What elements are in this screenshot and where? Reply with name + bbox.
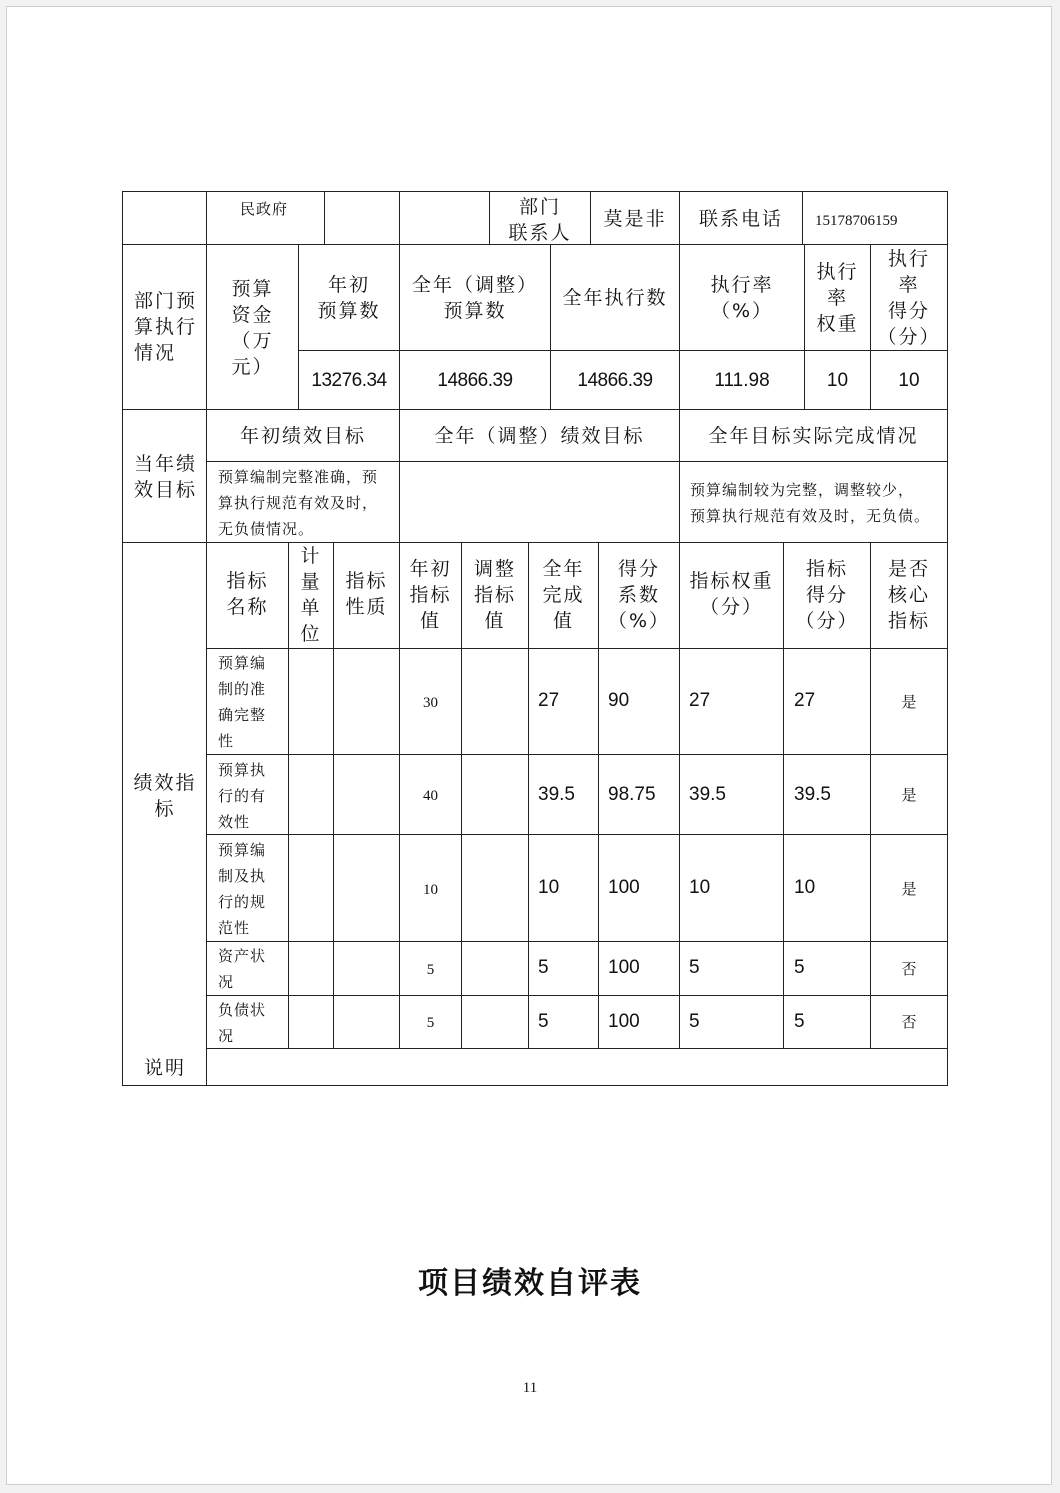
col-rate-score: 执行 率 得分 （分）: [877, 248, 941, 348]
row5-weight: 5: [689, 1011, 700, 1032]
page-number: 11: [522, 1380, 538, 1396]
row1-weight: 27: [689, 690, 711, 711]
row4-initial: 5: [426, 962, 435, 978]
col-adjusted-goal: 全年（调整）绩效目标: [434, 425, 645, 447]
row1-initial: 30: [423, 695, 438, 711]
row2-initial: 40: [423, 788, 438, 804]
note-label: 说明: [143, 1057, 186, 1079]
value-rate-weight: 10: [826, 370, 849, 391]
goals-section-label: 当年绩 效目标: [134, 453, 198, 501]
initial-goal-text: 预算编制完整准确，预 算执行规范有效及时， 无负债情况。: [218, 468, 379, 538]
value-initial-budget: 13276.34: [311, 370, 387, 391]
row3-weight: 10: [689, 877, 711, 898]
col-indicator-unit: 计 量 单 位: [300, 545, 322, 645]
col-indicator-name: 指标 名称: [226, 570, 269, 618]
value-adjusted-budget: 14866.39: [437, 370, 513, 391]
col-executed: 全年执行数: [562, 287, 668, 309]
col-indicator-score: 指标 得分 （分）: [795, 558, 859, 632]
col-indicator-core: 是否 核心 指标: [887, 558, 930, 632]
row5-completed: 5: [538, 1011, 549, 1032]
row2-coef: 98.75: [608, 784, 656, 805]
row1-coef: 90: [608, 690, 630, 711]
row1-core: 是: [901, 695, 917, 711]
value-rate: 111.98: [714, 370, 770, 391]
value-executed: 14866.39: [577, 370, 653, 391]
row3-name: 预算编 制及执 行的规 范性: [218, 841, 267, 937]
row4-core: 否: [901, 962, 917, 978]
row2-name: 预算执 行的有 效性: [218, 761, 267, 831]
contact-label: 部门 联系人: [508, 196, 572, 244]
row1-name: 预算编 制的准 确完整 性: [218, 654, 267, 750]
row2-score: 39.5: [794, 784, 831, 805]
row3-completed: 10: [538, 877, 560, 898]
row3-score: 10: [794, 877, 816, 898]
phone-label: 联系电话: [698, 208, 783, 230]
col-initial-budget: 年初 预算数: [317, 274, 381, 322]
row4-name: 资产状 况: [218, 947, 267, 991]
col-indicator-adjusted: 调整 指标 值: [473, 558, 516, 632]
row3-coef: 100: [608, 877, 640, 898]
phone-number: 15178706159: [815, 213, 898, 229]
row4-coef: 100: [608, 957, 640, 978]
row5-name: 负债状 况: [218, 1001, 267, 1045]
col-indicator-completed: 全年 完成 值: [542, 558, 585, 632]
row2-weight: 39.5: [689, 784, 726, 805]
col-initial-goal: 年初绩效目标: [239, 425, 366, 447]
row3-initial: 10: [423, 882, 438, 898]
col-indicator-nature: 指标 性质: [345, 570, 388, 618]
budget-section-label: 部门预 算执行 情况: [134, 290, 198, 364]
next-table-title: 项目绩效自评表: [418, 1266, 642, 1301]
col-adjusted-budget: 全年（调整） 预算数: [411, 274, 538, 322]
fund-label: 预算 资金 （万 元）: [231, 278, 274, 378]
row5-core: 否: [901, 1015, 917, 1031]
row4-weight: 5: [689, 957, 700, 978]
row2-core: 是: [901, 788, 917, 804]
col-rate: 执行率 （%）: [710, 274, 774, 322]
row1-score: 27: [794, 690, 816, 711]
row5-coef: 100: [608, 1011, 640, 1032]
col-actual-goal: 全年目标实际完成情况: [708, 425, 919, 447]
row5-initial: 5: [426, 1015, 435, 1031]
col-rate-weight: 执行 率 权重: [816, 261, 859, 335]
row5-score: 5: [794, 1011, 805, 1032]
row1-completed: 27: [538, 690, 560, 711]
value-rate-score: 10: [898, 370, 920, 391]
col-indicator-initial: 年初 指标 值: [409, 558, 452, 632]
dept-name: 民政府: [240, 200, 289, 218]
contact-name: 莫是非: [603, 208, 667, 230]
actual-goal-text: 预算编制较为完整，调整较少， 预算执行规范有效及时，无负债。: [690, 481, 931, 525]
row4-completed: 5: [538, 957, 549, 978]
row4-score: 5: [794, 957, 805, 978]
row2-completed: 39.5: [538, 784, 575, 805]
col-indicator-weight: 指标权重 （分）: [689, 570, 774, 618]
col-indicator-coef: 得分 系数 （%）: [607, 558, 671, 632]
indicators-section-label: 绩效指 标: [133, 772, 197, 820]
row3-core: 是: [901, 882, 917, 898]
